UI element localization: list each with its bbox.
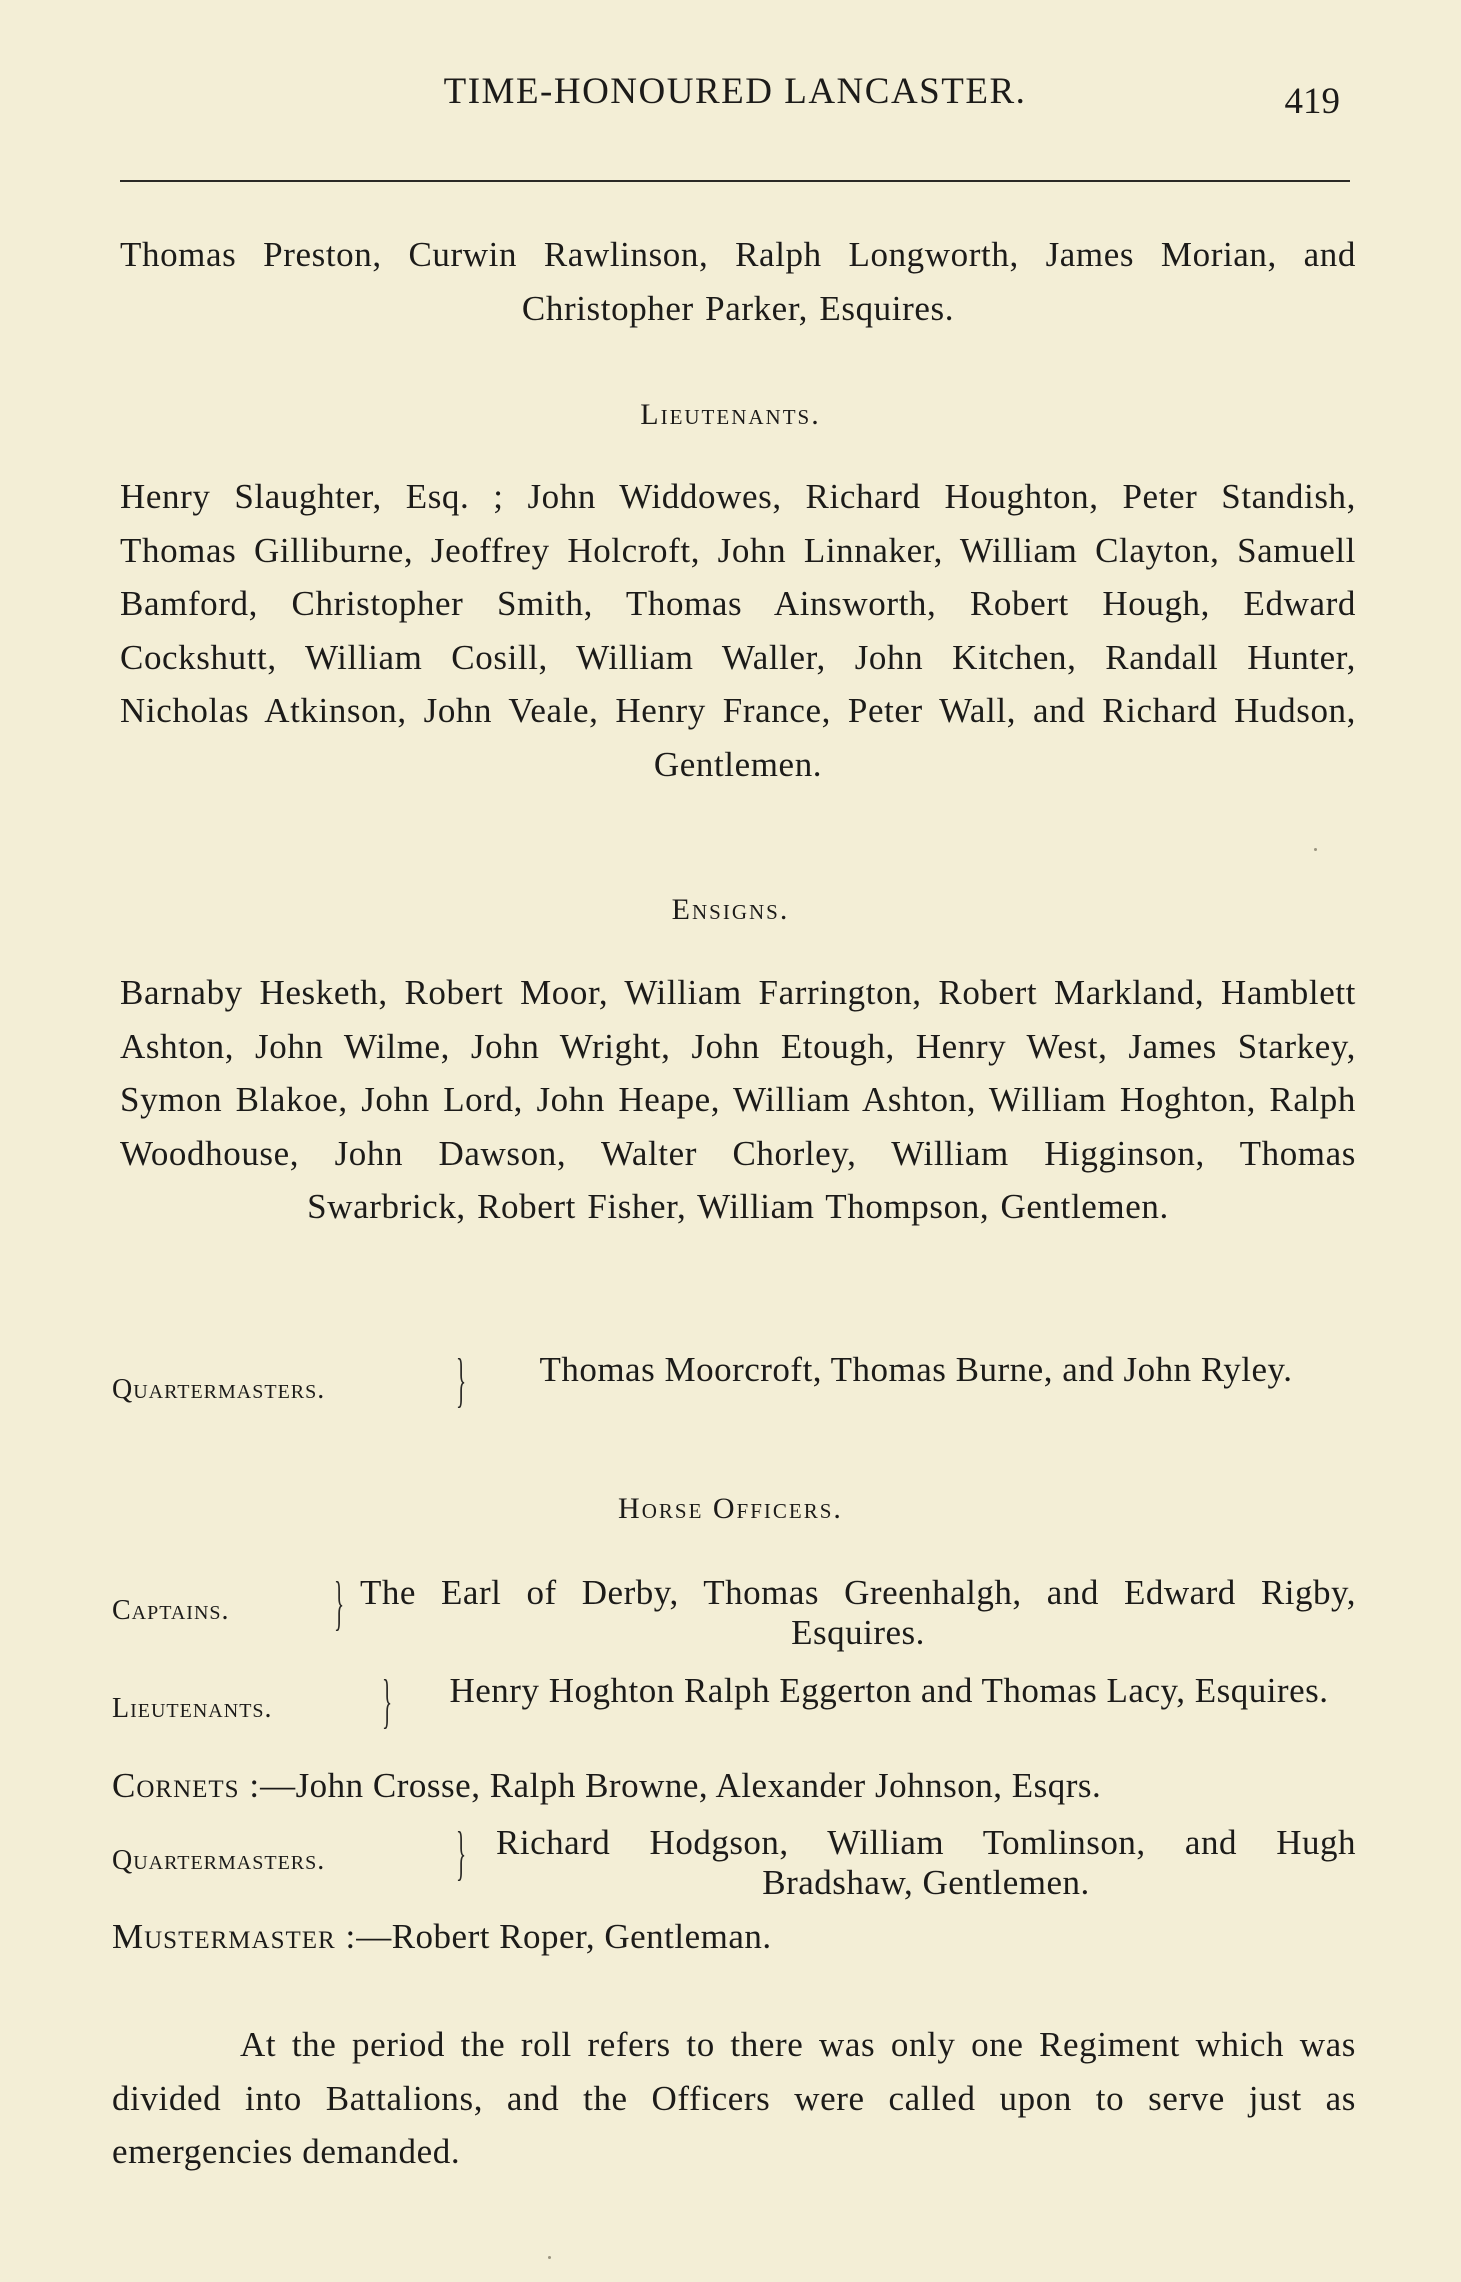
running-head (120, 70, 1350, 130)
horse-quartermasters-names: Richard Hodgson, William Tomlinson, and Hugh Bradshaw, Gentlemen. (496, 1823, 1356, 1902)
quartermasters-foot-label: Quartermasters. (112, 1374, 326, 1405)
lieutenants-names: Henry Slaughter, Esq. ; John Widdowes, Richard Houghton, Peter Standish, Thomas Gilliburne, Jeoffrey Holcroft, John Linnaker, William Clayton, Samuell Bamford, Christopher Smith, Thomas Ainsworth, Robert Hough, Edward Cockshutt, William Cosill, William Waller, John Kitchen, Randall Hunter, Nicholas Atkinson, John Veale, Henry France, Peter Wall, and Richard Hudson, Gentlemen. (120, 477, 1356, 784)
horse-quartermasters-label: Quartermasters. (112, 1845, 326, 1876)
closing-paragraph: At the period the roll refers to there was only one Regiment which was divided into Battalions, and the Officers were called upon to serve just as emergencies demanded. (112, 2025, 1356, 2171)
horse-captains-row (112, 1570, 1356, 1655)
horse-quartermasters-row (112, 1820, 1356, 1905)
quartermasters-foot-row (112, 1347, 1356, 1432)
horse-captains-label: Captains. (112, 1595, 230, 1626)
brace-icon: } (456, 1820, 467, 1886)
horse-lieutenants-names: Henry Hoghton Ralph Eggerton and Thomas Lacy, Esquires. (449, 1671, 1329, 1710)
brace-icon: } (382, 1668, 393, 1734)
ensigns-heading: Ensigns. (671, 893, 790, 926)
horse-cornets-line (112, 1766, 1101, 1806)
intro-names: Thomas Preston, Curwin Rawlinson, Ralph Longworth, James Morian, and Christopher Parker, Esquires. (120, 235, 1356, 328)
horse-cornets-label: Cornets : (112, 1766, 261, 1805)
horse-cornets-names: —John Crosse, Ralph Browne, Alexander Johnson, Esqrs. (260, 1766, 1102, 1805)
paper-speck (548, 2256, 551, 2259)
horse-officers-heading: Horse Officers. (618, 1492, 843, 1525)
running-title: TIME-HONOURED LANCASTER. (443, 71, 1027, 112)
brace-icon: } (334, 1570, 345, 1636)
brace-icon: } (456, 1347, 467, 1413)
quartermasters-foot-names: Thomas Moorcroft, Thomas Burne, and John Ryley. (539, 1350, 1293, 1389)
header-rule (120, 180, 1350, 182)
lieutenants-heading: Lieutenants. (640, 398, 821, 431)
horse-mustermaster-line (112, 1917, 772, 1957)
horse-mustermaster-names: —Robert Roper, Gentleman. (356, 1917, 772, 1956)
horse-lieutenants-label: Lieutenants. (112, 1693, 273, 1724)
horse-mustermaster-label: Mustermaster : (112, 1917, 357, 1956)
paper-speck (1314, 848, 1317, 851)
horse-lieutenants-row (112, 1668, 1356, 1753)
page-number: 419 (1284, 81, 1340, 122)
ensigns-names: Barnaby Hesketh, Robert Moor, William Farrington, Robert Markland, Hamblett Ashton, John Wilme, John Wright, John Etough, Henry West, James Starkey, Symon Blakoe, John Lord, John Heape, William Ashton, William Hoghton, Ralph Woodhouse, John Dawson, Walter Chorley, William Higginson, Thomas Swarbrick, Robert Fisher, William Thompson, Gentlemen. (120, 973, 1356, 1226)
horse-captains-names: The Earl of Derby, Thomas Greenhalgh, and Edward Rigby, Esquires. (360, 1573, 1356, 1652)
